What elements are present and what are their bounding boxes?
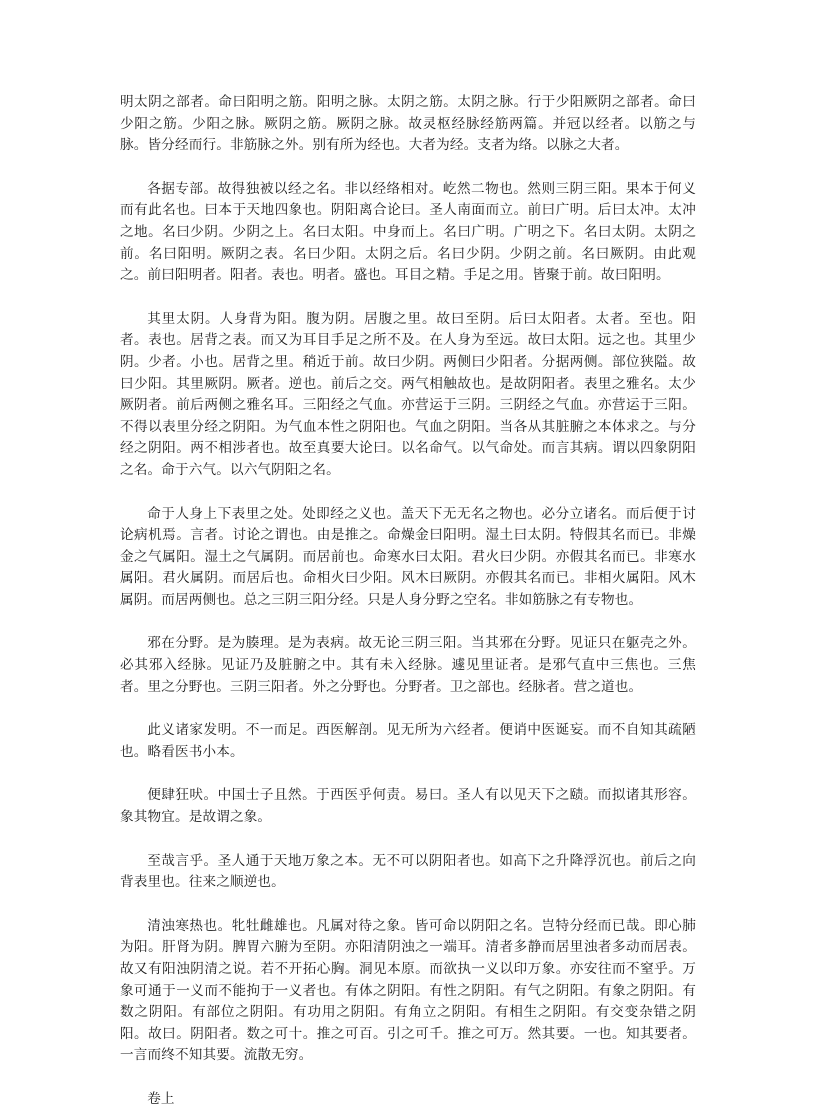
document-page xyxy=(120,92,696,1111)
paragraph: 邪在分野。是为腠理。是为表病。故无论三阴三阳。当其邪在分野。见证只在躯壳之外。必其邪入经脉。见证乃及脏腑之中。其有未入经脉。遽见里证者。是邪气直中三焦也。三焦者。里之分野也。三阴三阳者。外之分野也。分野者。卫之部也。经脉者。营之道也。 xyxy=(120,635,696,695)
paragraph: 便肆狂吠。中国士子且然。于西医乎何责。易曰。圣人有以见天下之赜。而拟诸其形容。象其物宜。是故谓之象。 xyxy=(120,787,696,826)
volume-heading: 卷上 xyxy=(147,1090,175,1107)
paragraph: 各据专部。故得独被以经之名。非以经络相对。屹然二物也。然则三阴三阳。果本于何义而有此名也。曰本于天地四象也。阴阳离合论曰。圣人南面而立。前曰广明。后曰太冲。太冲之地。名曰少阴。少阴之上。名曰太阳。中身而上。名曰广明。广明之下。名曰太阴。太阴之前。名曰阳明。厥阴之表。名曰少阳。太阴之后。名曰少阴。少阴之前。名曰厥阴。由此观之。前曰阳明者。阳者。表也。明者。盛也。耳目之精。手足之用。皆聚于前。故曰阳明。 xyxy=(120,180,696,284)
paragraph: 命于人身上下表里之处。处即经之义也。盖天下无无名之物也。必分立诸名。而后便于讨论病机焉。言者。讨论之谓也。由是推之。命燥金曰阳明。湿土曰太阴。特假其名而已。非燥金之气属阳。湿土之气属阴。而居前也。命寒水曰太阳。君火曰少阴。亦假其名而已。非寒水属阳。君火属阴。而居后也。命相火曰少阳。风木曰厥阴。亦假其名而已。非相火属阳。风木属阴。而居两侧也。总之三阴三阳分经。只是人身分野之空名。非如筋脉之有专物也。 xyxy=(120,505,696,608)
paragraph: 明太阴之部者。命曰阳明之筋。阳明之脉。太阴之筋。太阴之脉。行于少阳厥阴之部者。命曰少阳之筋。少阳之脉。厥阴之筋。厥阴之脉。故灵枢经脉经筋两篇。并冠以经者。以筋之与脉。皆分经而行。非筋脉之外。别有所为经也。大者为经。支者为络。以脉之大者。 xyxy=(120,94,696,154)
paragraph: 至哉言乎。圣人通于天地万象之本。无不可以阴阳者也。如高下之升降浮沉也。前后之向背表里也。往来之顺逆也。 xyxy=(120,852,696,891)
paragraph: 其里太阴。人身背为阳。腹为阴。居腹之里。故曰至阴。后曰太阳者。太者。至也。阳者。表也。居背之表。而又为耳目手足之所不及。在人身为至远。故曰太阳。远之也。其里少阴。少者。小也。居背之里。稍近于前。故曰少阴。两侧曰少阳者。分据两侧。部位狭隘。故曰少阳。其里厥阴。厥者。逆也。前后之交。两气相触故也。是故阴阳者。表里之雅名。太少厥阴者。前后两侧之雅名耳。三阳经之气血。亦营运于三阴。三阴经之气血。亦营运于三阳。不得以表里分经之阴阳。为气血本性之阴阳也。气血之阴阳。当各从其脏腑之本体求之。与分经之阴阳。两不相涉者也。故至真要大论曰。以名命气。以气命处。而言其病。谓以四象阴阳之名。命于六气。以六气阴阳之名。 xyxy=(120,310,696,478)
paragraph: 此义诸家发明。不一而足。西医解剖。见无所为六经者。便诮中医诞妄。而不自知其疏陋也。略看医书小本。 xyxy=(120,722,696,760)
paragraph: 清浊寒热也。牝牡雌雄也。凡属对待之象。皆可命以阴阳之名。岂特分经而已哉。即心肺为阳。肝肾为阴。脾胃六腑为至阴。亦阳清阴浊之一端耳。清者多静而居里浊者多动而居表。故又有阳浊阴清之说。若不开拓心胸。洞见本原。而欲执一义以印万象。亦安往而不窒乎。万象可通于一义而不能拘于一义者也。有体之阴阳。有性之阴阳。有气之阴阳。有象之阴阳。有数之阴阳。有部位之阴阳。有功用之阴阳。有角立之阴阳。有相生之阴阳。有交变杂错之阴阳。故曰。阴阳者。数之可十。推之可百。引之可千。推之可万。然其要。一也。知其要者。一言而终不知其要。流散无穷。 xyxy=(120,917,696,1064)
